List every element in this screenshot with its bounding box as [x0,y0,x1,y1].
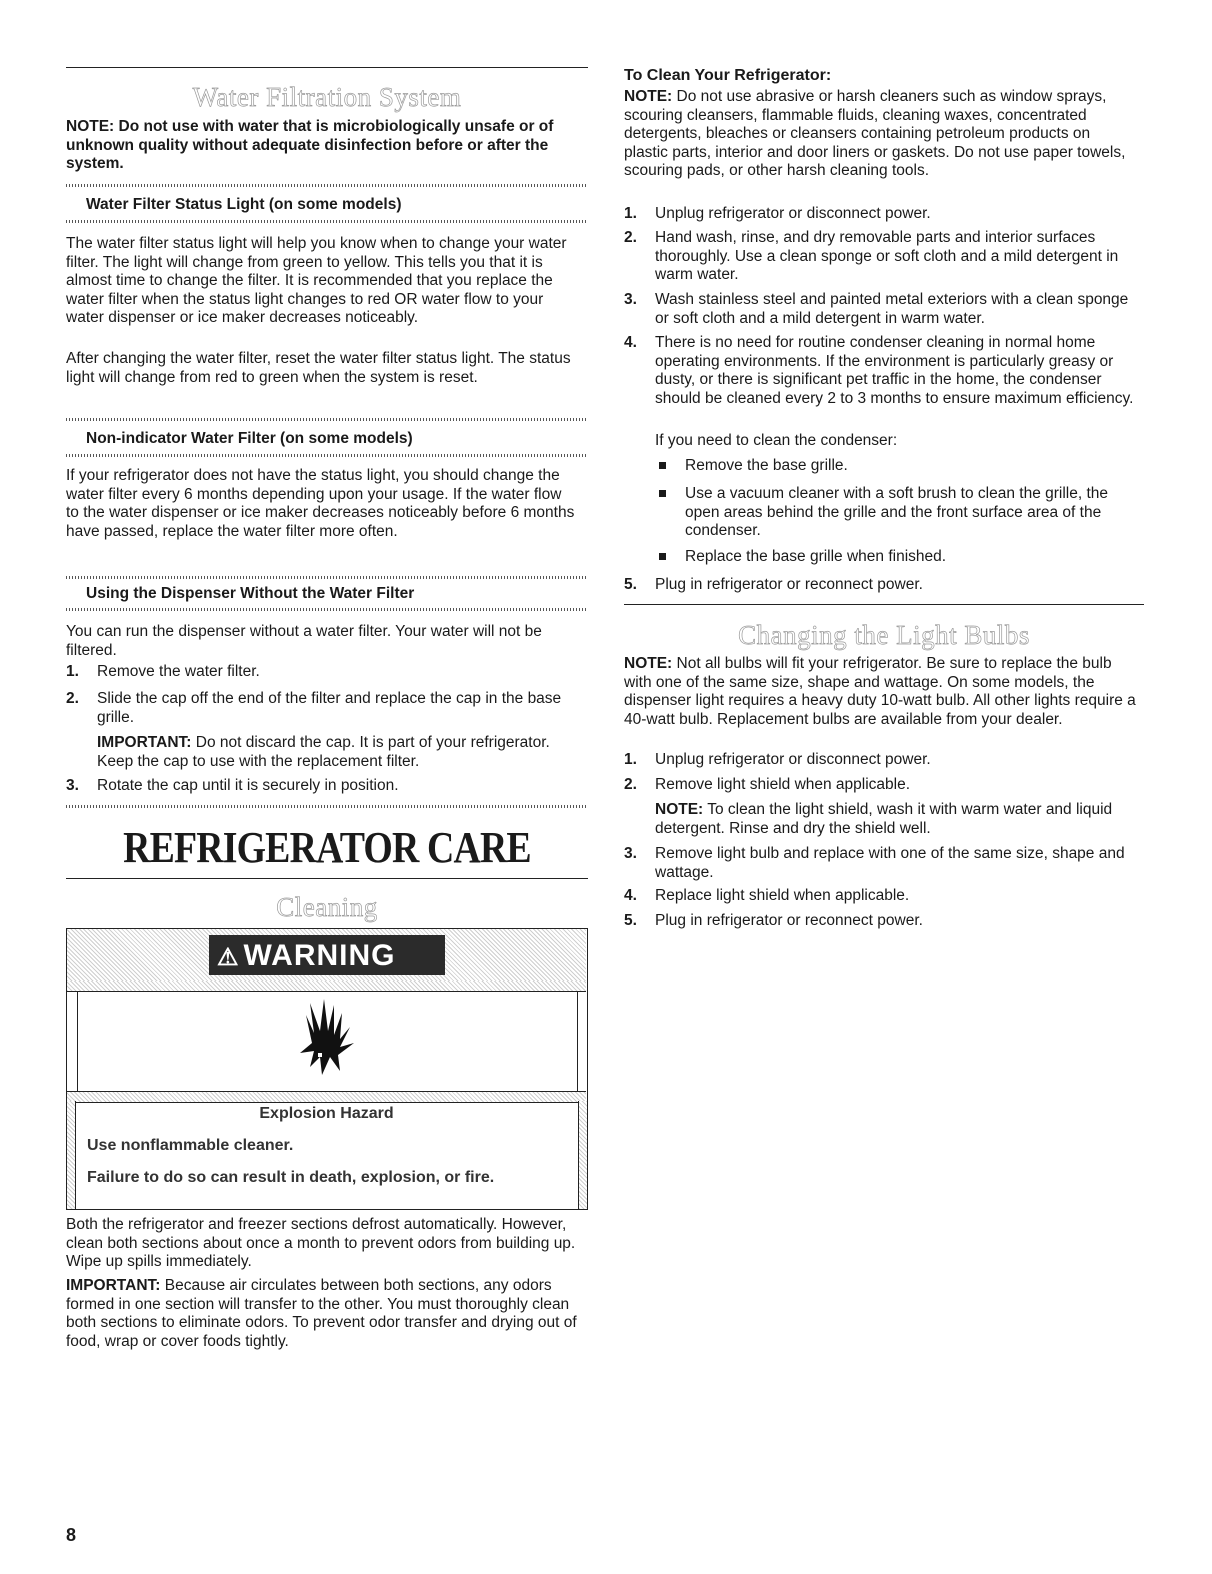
step-number: 4. [624,887,637,904]
dotted-divider [66,184,588,187]
water-filtration-note: NOTE: Do not use with water that is microbiologically unsafe or of unknown quality without adequate disinfection before or after the system. [66,118,554,172]
important-label: IMPORTANT: [97,734,192,751]
warning-box [66,928,588,1210]
warning-banner [67,929,586,981]
warning-divider [67,1091,586,1103]
dotted-divider [66,418,588,421]
note-label: NOTE: [624,655,673,672]
bullet-icon [659,490,666,497]
note-label: NOTE: [655,801,704,818]
page-number: 8 [66,1525,77,1545]
note-label: NOTE: [624,88,673,105]
dotted-divider [66,454,588,457]
step-number: 5. [624,576,637,593]
bullet-text: Use a vacuum cleaner with a soft brush to clean the grille, the open areas behind the grille and the front surface area of the condenser. [685,485,1109,539]
status-light-heading: Water Filter Status Light (on some models) [86,196,402,213]
step-text: Remove light shield when applicable. [655,776,911,793]
without-filter-heading: Using the Dispenser Without the Water Filter [86,585,415,602]
bulbs-note [624,655,1140,729]
dotted-divider [66,576,588,579]
important-text: Do not discard the cap. It is part of your refrigerator. Keep the cap to use with the replacement filter. [97,734,550,770]
status-light-paragraph-1: The water filter status light will help you know when to change your water filter. The light will change from green to yellow. This tells you that it is almost time to change the filter. It is recommended that you replace the water filter when the status light changes to red OR water flow to your water dispenser or ice maker decreases noticeably. [66,235,567,326]
section-rule [66,878,588,879]
step-number: 2. [624,776,637,793]
non-indicator-heading: Non-indicator Water Filter (on some models) [86,430,413,447]
step-number: 1. [66,663,79,680]
step2-note [655,801,1144,838]
bullet-text: Replace the base grille when finished. [685,548,947,565]
step-number: 4. [624,334,637,351]
light-bulbs-title: Changing the Light Bulbs [738,620,1030,650]
note-text: To clean the light shield, wash it with warm water and liquid detergent. Rinse and dry the shield well. [655,801,1113,837]
clean-refrigerator-heading: To Clean Your Refrigerator: [624,67,832,84]
hazard-title: Explosion Hazard [259,1105,394,1122]
bullet-icon [659,553,666,560]
note-text: Do not use abrasive or harsh cleaners such as window sprays, scouring cleansers, flammable fluids, cleaning waxes, concentrated detergents, bleaches or cleansers containing petroleum products on plastic parts, interior and door liners or gaskets. Do not use paper towels, scouring pads, or other harsh cleaning tools. [624,88,1126,179]
without-filter-paragraph: You can run the dispenser without a water filter. Your water will not be filtered. [66,623,542,659]
important-label: IMPORTANT: [66,1277,161,1294]
step-text: Remove light bulb and replace with one of the same size, shape and wattage. [655,845,1125,881]
step-text: There is no need for routine condenser cleaning in normal home operating environments. If the environment is particularly greasy or dusty, or there is significant pet traffic in the home, the condenser should be cleaned every 2 to 3 months to ensure maximum efficiency. [655,334,1134,407]
step-text: Replace light shield when applicable. [655,887,910,904]
explosion-icon-area [77,991,578,1091]
warning-label [217,939,437,973]
dotted-divider [66,608,588,611]
step-text: Wash stainless steel and painted metal exteriors with a clean sponge or soft cloth and a mild detergent in warm water. [655,291,1129,327]
section-rule [624,604,1144,605]
refrigerator-care-title: REFRIGERATOR CARE [123,823,531,872]
note-text: Not all bulbs will fit your refrigerator. Be sure to replace the bulb with one of the same size, shape and wattage. On some models, the dispenser light requires a heavy duty 10-watt bulb. All other lights require a 40-watt bulb. Replacement bulbs are available from your dealer. [624,655,1136,728]
step-number: 3. [624,845,637,862]
step-number: 2. [66,690,79,707]
important-note [97,734,587,771]
cleaning-title: Cleaning [276,892,378,922]
cleaning-important [66,1277,582,1351]
condenser-intro: If you need to clean the condenser: [655,432,898,449]
step-text: Plug in refrigerator or reconnect power. [655,576,923,593]
explosion-icon [78,991,577,1091]
warning-triangle-icon: ⚠ [217,944,240,971]
status-light-paragraph-2: After changing the water filter, reset the water filter status light. The status light will change from red to green when the system is reset. [66,350,571,386]
step-text: Unplug refrigerator or disconnect power. [655,751,931,768]
step-number: 5. [624,912,637,929]
bullet-icon [659,462,666,469]
hazard-line-1: Use nonflammable cleaner. [87,1137,294,1154]
section-rule [66,67,588,68]
step-text: Remove the water filter. [97,663,260,680]
cleaning-paragraph-1: Both the refrigerator and freezer sections defrost automatically. However, clean both sections about once a month to prevent odors from building up. Wipe up spills immediately. [66,1216,576,1270]
step-text: Slide the cap off the end of the filter and replace the cap in the base grille. [97,690,562,726]
dotted-divider [66,220,588,223]
step-number: 3. [66,777,79,794]
non-indicator-paragraph: If your refrigerator does not have the status light, you should change the water filter every 6 months depending upon your usage. If the water flow to the water dispenser or ice maker decreases noticeably before 6 months have passed, replace the water filter more often. [66,467,575,540]
step-number: 3. [624,291,637,308]
step-number: 1. [624,751,637,768]
hazard-line-2: Failure to do so can result in death, explosion, or fire. [87,1169,495,1186]
warning-text: WARNING [243,939,396,972]
step-text: Unplug refrigerator or disconnect power. [655,205,931,222]
step-number: 1. [624,205,637,222]
important-text: Because air circulates between both sections, any odors formed in one section will transfer to the other. You must thoroughly clean both sections to eliminate odors. To prevent odor transfer and drying out of food, wrap or cover foods tightly. [66,1277,577,1350]
step-text: Hand wash, rinse, and dry removable parts and interior surfaces thoroughly. Use a clean sponge or soft cloth and a mild detergent in warm water. [655,229,1119,283]
water-filtration-title: Water Filtration System [192,82,462,112]
dotted-divider [66,805,588,808]
step-number: 2. [624,229,637,246]
clean-note [624,88,1136,181]
step-text: Plug in refrigerator or reconnect power. [655,912,923,929]
bullet-text: Remove the base grille. [685,457,848,474]
step-text: Rotate the cap until it is securely in position. [97,777,399,794]
